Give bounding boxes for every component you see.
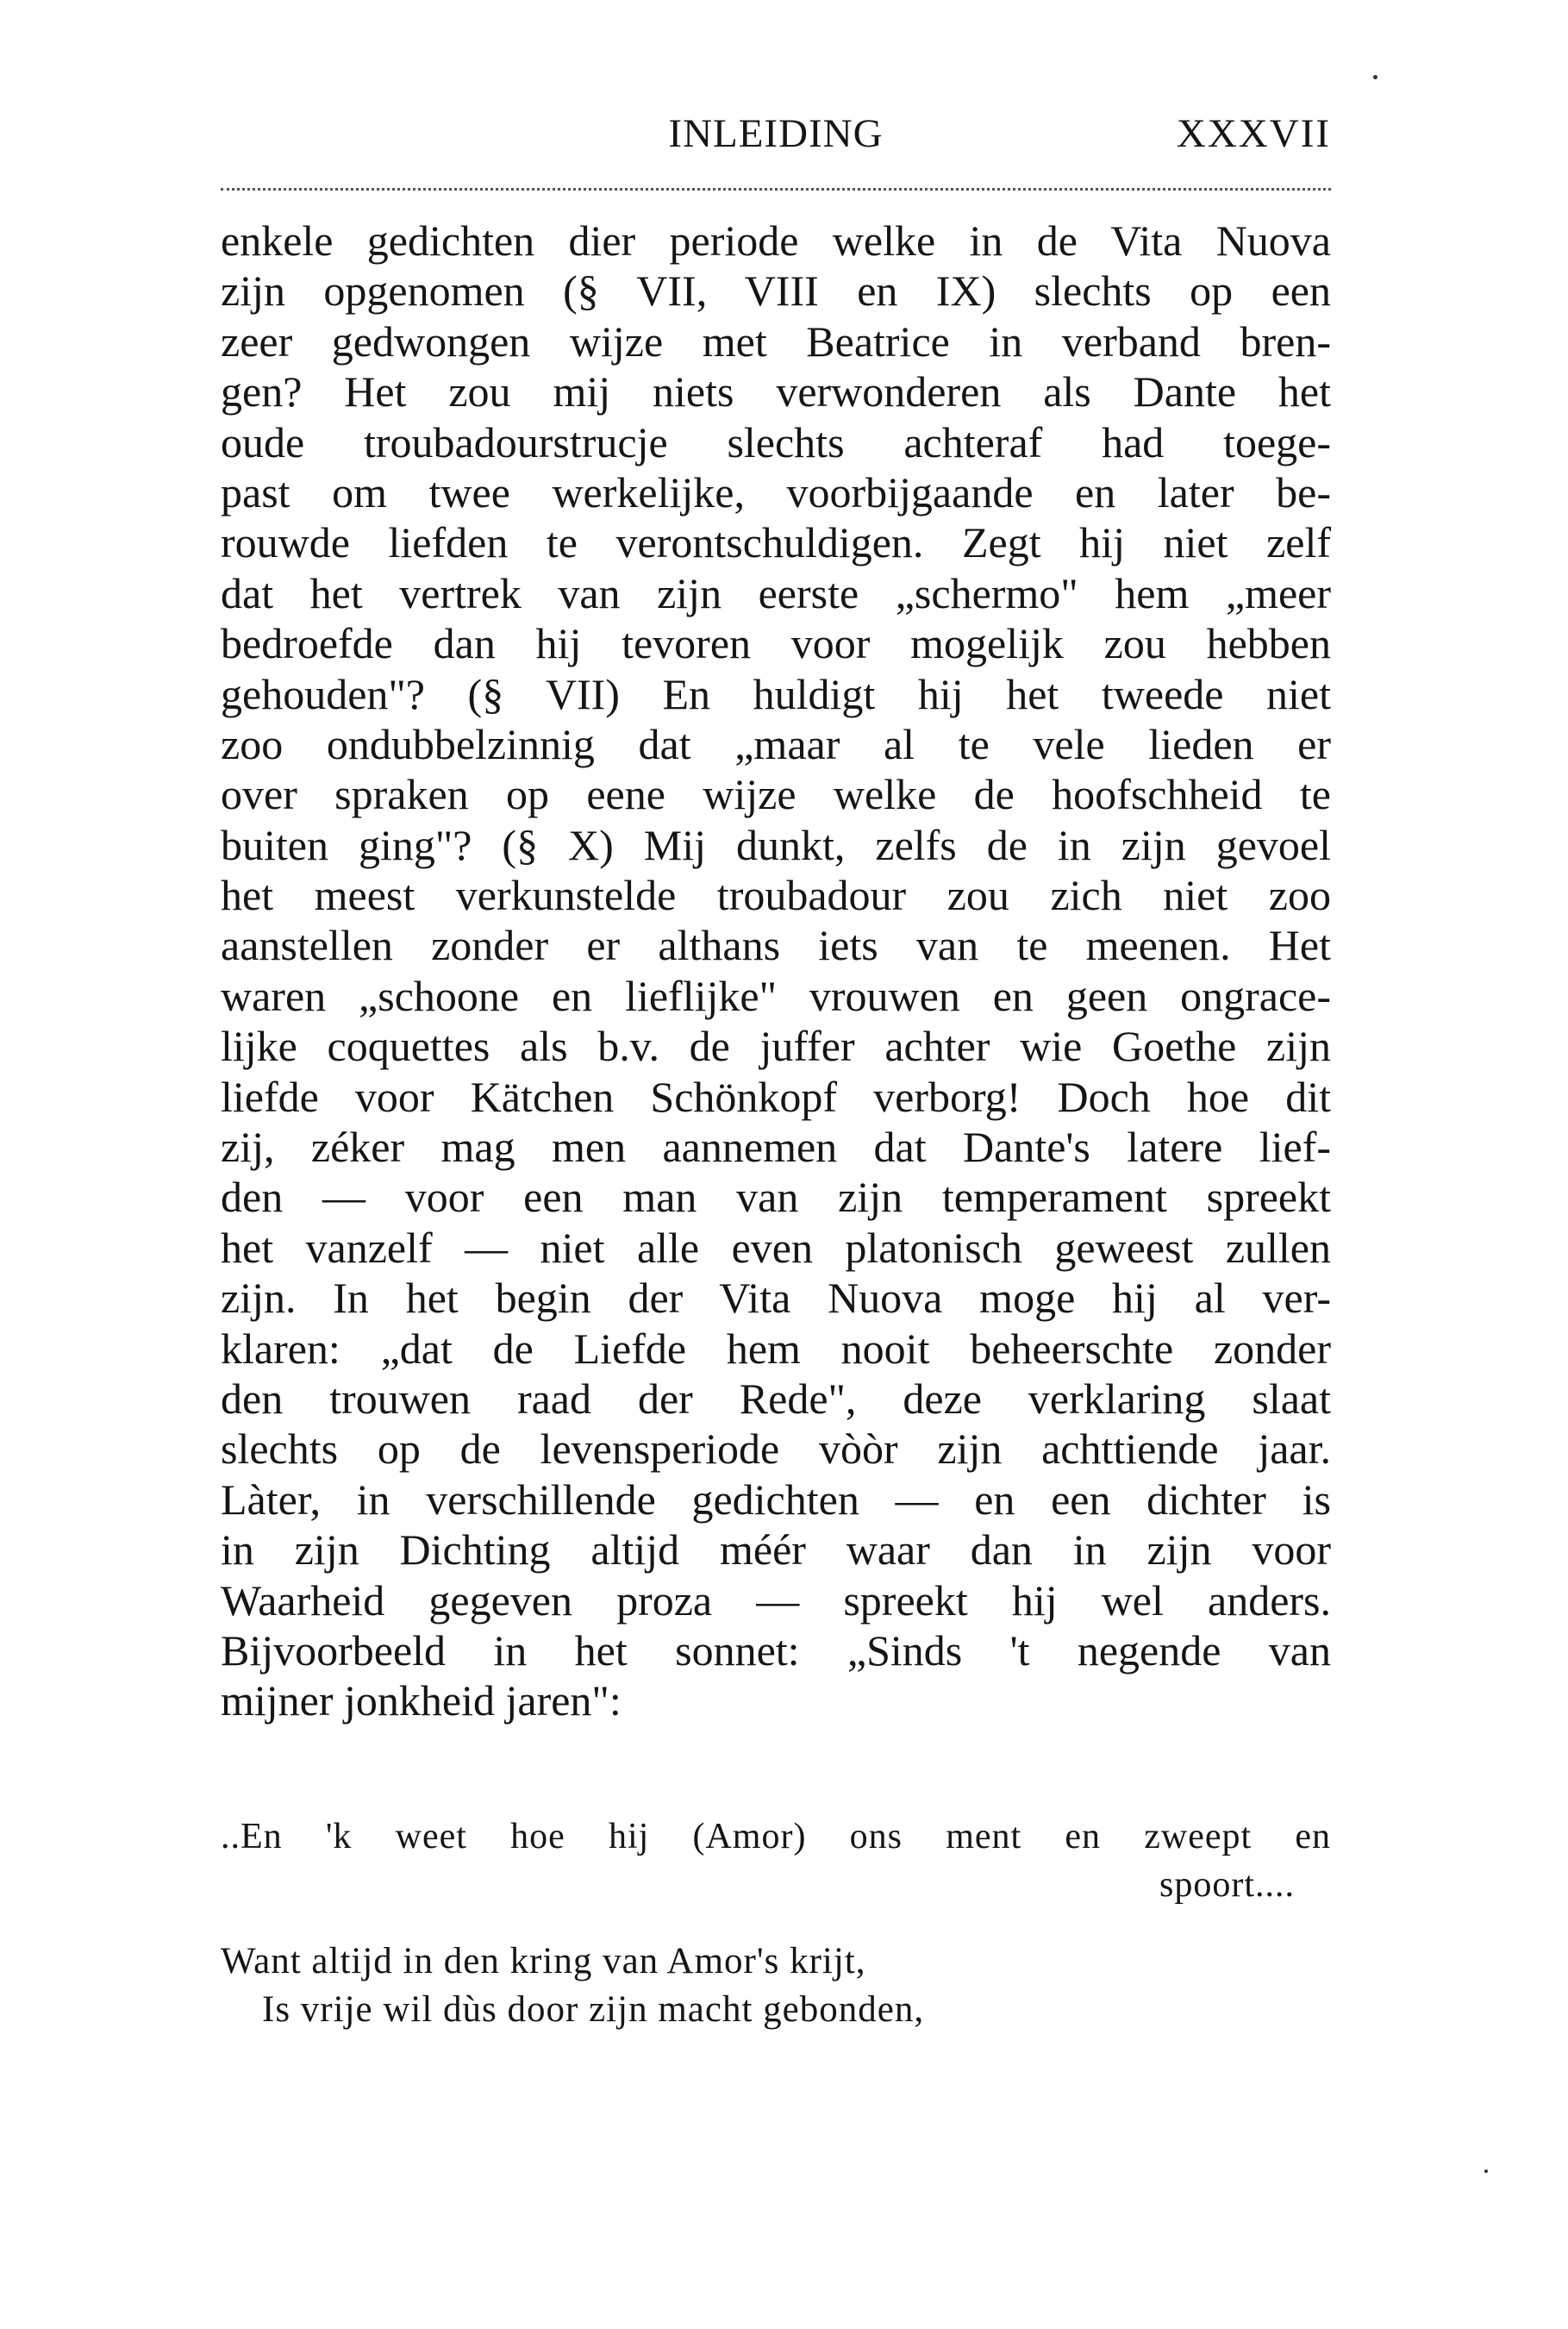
text-line: zeer gedwongen wijze met Beatrice in verband bren- [221, 316, 1331, 366]
text-line: lijke coquettes als b.v. de juffer achter wie Goethe zijn [221, 1022, 1331, 1071]
text-line: liefde voor Kätchen Schönkopf verborg! Doch hoe dit [221, 1072, 1331, 1121]
text-line: gehouden"? (§ VII) En huldigt hij het tweede niet [221, 669, 1331, 718]
text-line: den — voor een man van zijn temperament spreekt [221, 1173, 1331, 1222]
text-line: mijner jonkheid jaren": [221, 1676, 622, 1725]
text-line: Làter, in verschillende gedichten — en een dichter is [221, 1474, 1331, 1524]
text-line: past om twee werkelijke, voorbijgaande en later be- [221, 467, 1331, 517]
text-line: den trouwen raad der Rede", deze verklaring slaat [221, 1374, 1331, 1423]
running-head-title: INLEIDING [668, 111, 884, 156]
text-line: in zijn Dichting altijd méér waar dan in zijn voor [221, 1525, 1331, 1575]
text-line: Waarheid gegeven proza — spreekt hij wel anders. [221, 1575, 1331, 1625]
quoted-verse [221, 1812, 1331, 1909]
text-line: over spraken op eene wijze welke de hoofschheid te [221, 770, 1331, 819]
text-line: waren „schoone en lieflijke" vrouwen en geen ongrace- [221, 971, 1331, 1020]
body-paragraph [221, 216, 1331, 1726]
quote-line: ..En 'k weet hoe hij (Amor) ons ment en zweept en [221, 1817, 1331, 1856]
verse-block [221, 1938, 1331, 2034]
page-number: XXXVII [1176, 111, 1331, 156]
print-speck [1373, 75, 1377, 79]
text-line: zijn. In het begin der Vita Nuova moge hij al ver- [221, 1274, 1331, 1323]
text-line: het vanzelf — niet alle even platonisch geweest zullen [221, 1223, 1331, 1272]
text-line: zij, zéker mag men aannemen dat Dante's latere lief- [221, 1123, 1331, 1172]
text-line: oude troubadourstrucje slechts achteraf had toege- [221, 417, 1331, 466]
text-line: slechts op de levensperiode vòòr zijn achttiende jaar. [221, 1424, 1331, 1474]
text-line: Bijvoorbeeld in het sonnet: „Sinds 't negende van [221, 1625, 1331, 1675]
verse-line: Is vrije wil dùs door zijn macht gebonden, [262, 1989, 925, 2030]
text-line: buiten ging"? (§ X) Mij dunkt, zelfs de in zijn gevoel [221, 820, 1331, 869]
print-speck [1484, 2169, 1488, 2173]
text-line: rouwde liefden te verontschuldigen. Zegt hij niet zelf [221, 518, 1331, 567]
text-line: het meest verkunstelde troubadour zou zich niet zoo [221, 871, 1331, 920]
text-line: bedroefde dan hij tevoren voor mogelijk zou hebben [221, 619, 1331, 668]
text-line: enkele gedichten dier periode welke in de Vita Nuova [221, 216, 1331, 265]
text-line: zijn opgenomen (§ VII, VIII en IX) slechts op een [221, 266, 1331, 316]
quote-line: spoort.... [1159, 1865, 1295, 1905]
header-rule [221, 188, 1331, 191]
text-line: klaren: „dat de Liefde hem nooit beheerschte zonder [221, 1324, 1331, 1373]
text-line: zoo ondubbelzinnig dat „maar al te vele lieden er [221, 719, 1331, 768]
text-line: dat het vertrek van zijn eerste „schermo" hem „meer [221, 568, 1331, 617]
text-line: gen? Het zou mij niets verwonderen als Dante het [221, 367, 1331, 416]
text-line: aanstellen zonder er althans iets van te meenen. Het [221, 921, 1331, 970]
running-head [221, 103, 1331, 164]
verse-line: Want altijd in den kring van Amor's krijt, [221, 1941, 866, 1982]
